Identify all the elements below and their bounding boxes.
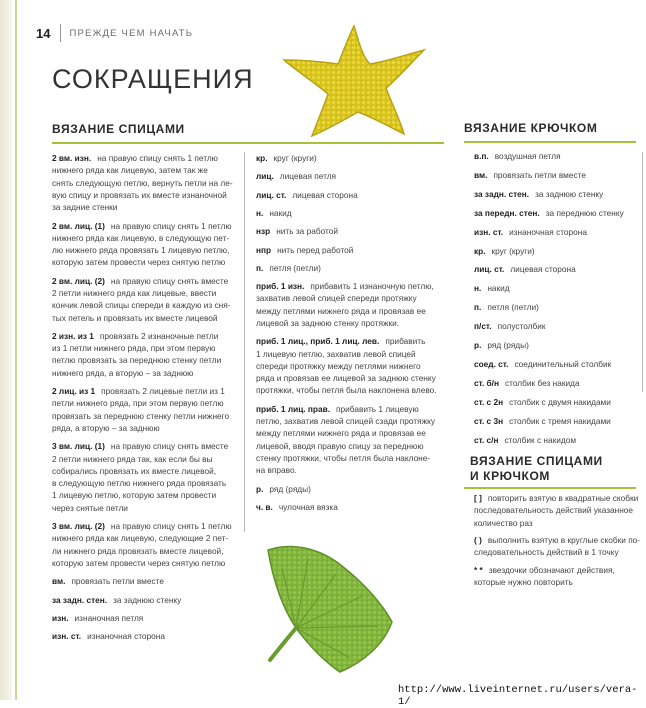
book-spine-shadow [0,0,12,700]
abbreviation: в.п. [474,151,489,161]
abbreviation: ч. в. [256,501,273,512]
entry-line: стенку протяжки, чтобы петля была наклоне- [256,452,431,463]
abbreviation-entry [52,385,242,434]
abbreviation-entry [474,226,642,238]
entry-line: тых петель и провязать их вместе лицевой [52,312,218,323]
abbreviation-entry [474,534,642,559]
abbreviation: п. [474,302,482,313]
entry-line [256,152,446,164]
right-edge-divider [642,152,643,392]
header-divider [60,24,61,42]
entry-line: в следующую петлю нижнего ряда провязать [52,478,227,489]
definition: прибавить 1 изнаночную петлю, [310,281,434,292]
definition: петля (петли) [487,302,539,313]
entry-line [52,630,242,642]
abbreviation: приб. 1 лиц., приб. 1 лиц. лев. [256,336,380,347]
definition: круг (круги) [491,245,535,256]
definition: прибавить [385,336,426,347]
definition: на правую спицу снять вместе [110,441,229,452]
definition: круг (круги) [273,153,317,163]
abbreviation-entry [474,320,642,332]
entry-line: последовательность действий указанное [474,505,634,516]
entry-line: спереди протяжку между петлями нижнего [256,360,421,371]
entry-line: захватив левой спицей спереди протяжку [256,293,417,304]
definition: повторить взятую в квадратные скобки [487,493,639,503]
crochet-heading-rule [464,141,636,143]
entry-line: из 1 петли нижнего ряда, при этом первую [52,343,216,354]
definition: за заднюю стенку [113,594,182,605]
entry-line [256,244,446,256]
entry-line [474,492,642,504]
entry-line [52,520,242,532]
definition: за переднюю стенку [545,207,624,218]
entry-line [256,403,446,415]
entry-line [52,385,242,397]
abbreviation-entry [52,575,242,587]
entry-line: петли нижнего ряда, при этом первую петлю [52,398,224,409]
definition: нить за работой [276,226,338,237]
abbreviation: ст. с 3н [474,415,504,426]
abbreviation-entry [52,612,242,624]
abbreviation-entry [474,150,642,162]
entry-line: 1 лицевую петлю, которую затем провести [52,490,217,501]
abbreviation-entry [474,188,642,200]
entry-line: петлю провязать за переднюю стенку петли [52,355,222,366]
abbreviation: за передн. стен. [474,207,540,218]
abbreviation-entry [52,594,242,606]
entry-line: 2 петли нижнего ряда так, как если бы вы [52,453,213,464]
definition: на правую спицу снять 1 петлю [110,220,232,231]
abbreviation: н. [256,207,264,218]
abbreviation: 2 лиц. из 1 [52,386,96,397]
definition: провязать 2 лицевые петли из 1 [101,386,225,397]
entry-line: количество раз [474,517,533,528]
page-number: 14 [36,25,51,41]
page-title: СОКРАЩЕНИЯ [52,64,254,94]
entry-line: вую спицу и провязать их вместе изнаночной [52,189,227,200]
abbreviation: нзр [256,226,271,237]
entry-line [256,280,446,292]
entry-line [52,440,242,452]
entry-line [256,501,446,513]
abbreviation: 2 вм. изн. [52,153,92,163]
entry-line [474,377,642,389]
entry-line: ряда и провязав ее лицевой за заднюю стенку [256,373,436,384]
entry-line [256,483,446,495]
definition: провязать петли вместе [493,169,586,180]
abbreviation-entry [474,169,642,181]
abbreviation: кр. [474,245,486,256]
definition: за заднюю стенку [535,188,604,199]
abbreviation: ст. с 2н [474,396,504,407]
entry-line [474,358,642,370]
page-header [36,24,193,42]
abbreviation-entry [52,152,242,213]
definition: воздушная петля [494,151,561,161]
definition: нить перед работой [277,244,354,255]
abbreviation-entry [256,335,446,396]
definition: выполнить взятую в круглые скобки по- [487,534,641,545]
knitting-heading: ВЯЗАНИЕ СПИЦАМИ [52,122,185,136]
section-name: ПРЕЖДЕ ЧЕМ НАЧАТЬ [69,27,194,39]
abbreviation: п/ст. [474,321,492,332]
entry-line: снять следующую петлю, вернуть петли на ле- [52,177,233,188]
entry-line: нижнего ряда как лицевую, затем так же [52,165,208,176]
entry-line [52,220,242,232]
abbreviation: р. [256,483,264,494]
entry-line [474,282,642,294]
entry-line: между петлями нижнего ряда и провязав ее [256,428,426,439]
entry-line: 1 лицевую петлю, захватив левой спицей [256,348,416,359]
entry-line [256,207,446,219]
abbreviation-entry [256,483,446,495]
abbreviation-entry [256,501,446,513]
entry-line [52,575,242,587]
entry-line: лицевой за заднюю стенку протяжки. [256,317,400,328]
abbreviation-entry [474,207,642,219]
abbreviation-entry [256,152,446,164]
abbreviation-entry [52,630,242,642]
abbreviation: за задн. стен. [474,188,530,199]
abbreviation-entry [474,301,642,313]
abbreviation: ст. с/н [474,434,499,445]
entry-line: нижнего ряда как лицевую, следующие 2 пет- [52,533,229,544]
abbreviation: изн. [52,612,69,623]
entry-line [474,301,642,313]
definition: чулочная вязка [278,501,338,512]
abbreviation-entry [474,415,642,427]
watermark-url: http://www.liveinternet.ru/users/vera-1/ [398,684,638,708]
entry-line: кончик левой спицы спереди в каждую из сня- [52,300,231,311]
abbreviation: п. [256,262,264,273]
entry-line: на вправо. [256,465,297,476]
abbreviation: лиц. ст. [474,264,505,275]
abbreviation: ст. б/н [474,377,499,388]
abbreviation-entry [256,244,446,256]
entry-line [52,594,242,606]
definition: звездочки обозначают действия, [488,564,615,575]
abbreviation: лиц. [256,171,274,182]
abbreviation-entry [474,263,642,275]
entry-line: следовательность действий в 1 точку [474,547,619,558]
entry-line [52,275,242,287]
abbreviation: кр. [256,153,268,163]
entry-line: между петлями нижнего ряда и провязав ее [256,305,426,316]
definition: прибавить 1 лицевую [336,403,419,414]
abbreviation: изн. ст. [52,631,82,642]
definition: накид [487,283,510,294]
entry-line: за задние стенки [52,202,118,213]
entry-line [474,263,642,275]
definition: изнаночная петля [74,612,144,623]
entry-line [474,245,642,257]
abbreviation: ( ) [474,534,482,545]
abbreviation-entry [474,492,642,529]
abbreviation: н. [474,283,482,294]
abbreviation: р. [474,340,482,350]
abbreviation-entry [256,207,446,219]
abbreviation: приб. 1 изн. [256,281,305,292]
abbreviation: 2 вм. лиц. (2) [52,275,105,286]
entry-line: нижнего ряда, а вторую – за заднюю [52,367,194,378]
definition: лицевая сторона [292,189,358,200]
entry-line [474,150,642,162]
entry-line [256,262,446,274]
abbreviation-entry [474,564,642,589]
abbreviation: за задн. стен. [52,594,108,605]
entry-line [474,396,642,408]
definition: ряд (ряды) [269,483,311,494]
entry-line: протяжки, чтобы петля была наклонена влево. [256,385,437,396]
abbreviation: [ ] [474,493,482,503]
abbreviation-entry [256,280,446,329]
definition: ряд (ряды) [487,340,529,350]
abbreviation: вм. [474,169,488,180]
abbreviation-entry [256,403,446,477]
abbreviation-entry [52,275,242,324]
definition: изнаночная сторона [87,631,165,642]
entry-line: через снятые петли [52,502,128,513]
entry-line [474,339,642,351]
abbreviation-entry [52,220,242,269]
both-heading-rule [464,487,636,489]
knitting-heading-rule [52,142,444,144]
abbreviation: изн. ст. [474,226,504,237]
entry-line [256,225,446,237]
entry-line [474,415,642,427]
definition: провязать петли вместе [71,576,164,587]
definition: лицевая петля [279,171,337,182]
abbreviation-entry [256,225,446,237]
entry-line: лю нижнего ряда провязать 1 лицевую петлю, [52,245,230,256]
abbreviation-entry [256,189,446,201]
entry-line: петлю, захватив левой спицей сзади протяжку [256,416,435,427]
entry-line: собирались провязать их вместе лицевой, [52,465,217,476]
abbreviation-entry [52,330,242,379]
green-knitted-leaf-image [252,540,400,680]
both-heading-line1: ВЯЗАНИЕ СПИЦАМИ [470,454,603,468]
abbreviation: 2 изн. из 1 [52,330,94,341]
abbreviation-entry [256,170,446,182]
entry-line [474,226,642,238]
definition: соединительный столбик [514,358,612,369]
yellow-knitted-star-image [276,20,432,140]
abbreviation-entry [474,245,642,257]
entry-line [256,170,446,182]
entry-line: которые нужно повторить [474,576,573,587]
definition: на правую спицу снять 1 петлю [110,521,232,532]
entry-line: ли нижнего ряда провязать вместе лицевой, [52,545,224,556]
abbreviation-entry [52,520,242,569]
definition: полустолбик [497,321,546,332]
entry-line: 2 петли нижнего ряда как лицевые, ввести [52,287,217,298]
abbreviation: вм. [52,576,66,587]
abbreviation: лиц. ст. [256,189,287,200]
both-heading-line2: И КРЮЧКОМ [470,469,550,483]
abbreviation: 2 вм. лиц. (1) [52,220,105,231]
definition: накид [269,207,292,218]
definition: столбик с двумя накидами [509,396,611,407]
entry-line: провязать за переднюю стенку петли нижнего [52,410,230,421]
entry-line [474,434,642,446]
abbreviation: соед. ст. [474,358,509,369]
entry-line [474,188,642,200]
abbreviation: приб. 1 лиц. прав. [256,403,331,414]
abbreviation: 3 вм. лиц. (2) [52,521,105,532]
abbreviation-entry [52,440,242,514]
entry-line [474,534,642,546]
abbreviation-entry [474,339,642,351]
abbreviation: 3 вм. лиц. (1) [52,441,105,452]
abbreviation-entry [474,396,642,408]
definition: петля (петли) [269,262,321,273]
definition: столбик с накидом [504,434,577,445]
definition: лицевая сторона [510,264,576,275]
definition: столбик без накида [505,377,580,388]
margin-line [15,0,17,700]
entry-line: которую затем провести через снятую петлю [52,557,226,568]
entry-line [52,612,242,624]
definition: изнаночная сторона [509,226,587,237]
abbreviation-entry [474,377,642,389]
entry-line [52,152,242,164]
entry-line: которую затем провести через снятую петлю [52,257,226,268]
entry-line [256,189,446,201]
entry-line: нижнего ряда как лицевую, в следующую пет- [52,232,230,243]
both-heading [470,454,603,484]
definition: столбик с тремя накидами [509,415,611,426]
abbreviation-entry [474,282,642,294]
definition: провязать 2 изнаночные петли [99,330,219,341]
entry-line [474,169,642,181]
abbreviation: нпр [256,244,272,255]
entry-line [474,564,642,576]
entry-line: ряда, а вторую – за заднюю [52,422,160,433]
entry-line [474,207,642,219]
abbreviation: * * [474,564,483,575]
entry-line [256,335,446,347]
abbreviation-entry [474,358,642,370]
abbreviation-entry [474,434,642,446]
crochet-heading: ВЯЗАНИЕ КРЮЧКОМ [464,121,598,135]
column-divider [244,152,245,532]
definition: на правую спицу снять 1 петлю [97,153,218,163]
entry-line [52,330,242,342]
entry-line: лицевой, вводя правую спицу за переднюю [256,440,424,451]
entry-line [474,320,642,332]
definition: на правую спицу снять вместе [110,275,229,286]
abbreviation-entry [256,262,446,274]
